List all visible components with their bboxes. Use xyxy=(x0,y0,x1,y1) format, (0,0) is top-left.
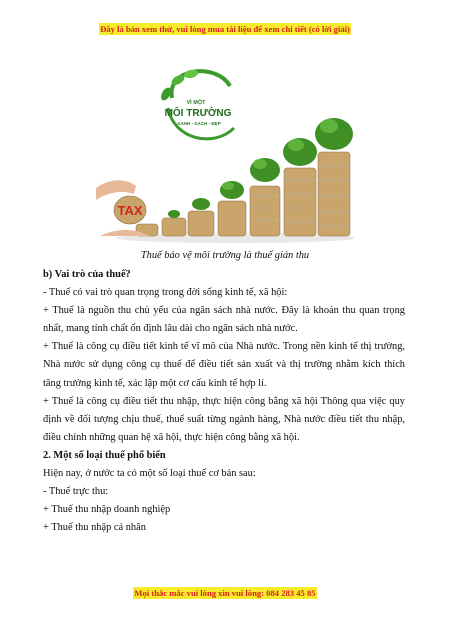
paragraph: - Thuế có vai trò quan trọng trong đời sống kinh tế, xã hội: xyxy=(43,287,288,299)
paragraph: + Thuế là nguồn thu chủ yếu của ngân sách nhà nước. Đây là khoản thu quan trọng nhất, mang tính chất ổn định lâu dài cho ngân sách nhà nước. xyxy=(43,305,405,335)
paragraph: - Thuế trực thu: xyxy=(43,486,109,498)
logo-line1: VÌ MỘT xyxy=(186,100,206,106)
logo-line2: MÔI TRƯỜNG xyxy=(164,108,232,119)
section-heading-role: b) Vai trò của thuế? xyxy=(43,269,131,280)
figure-caption: Thuế bảo vệ môi trường là thuế gián thu xyxy=(140,250,310,261)
contact-text: Mọi thắc mắc vui lòng xin vui lòng: 084 283 45 85 xyxy=(134,588,316,598)
tax-label: TAX xyxy=(117,203,143,218)
logo-line3: XANH - SẠCH - ĐẸP xyxy=(177,121,221,126)
tax-environment-illustration xyxy=(96,68,354,246)
document-body xyxy=(43,266,405,537)
preview-notice-text: Đây là bản xem thử, vui lòng mua tài liệu để xem chi tiết (có lời giải) xyxy=(100,24,350,34)
paragraph: Hiện nay, ở nước ta có một số loại thuế cơ bản sau: xyxy=(43,468,256,480)
contact-banner xyxy=(0,588,450,598)
eco-logo xyxy=(159,69,234,139)
coin-stacks-image xyxy=(96,68,354,246)
paragraph: + Thuế là công cụ điều tiết thu nhập, thực hiện công bằng xã hội Thông qua việc quy định về đối tượng chịu thuế, thuế suất từng ngành hàng, Nhà nước điều tiết thu nhập, điều chỉnh những quan hệ xã hội, thực hiện công bằng xã hội. xyxy=(43,395,405,443)
section-heading-types: 2. Một số loại thuế phổ biến xyxy=(43,449,166,461)
list-item: + Thuế thu nhập doanh nghiệp xyxy=(43,504,171,516)
list-item: + Thuế thu nhập cá nhân xyxy=(43,522,146,534)
paragraph: + Thuế là công cụ điều tiết kinh tế vĩ mô của Nhà nước. Trong nền kinh tế thị trường, Nhà nước sử dụng công cụ thuế để điều tiết sản xuất và thị trường nhằm kích thích tăng trưởng kinh tế, xác lập một cơ cấu kinh tế hợp lí. xyxy=(43,341,405,389)
coin-stacks xyxy=(136,118,353,236)
preview-notice-banner xyxy=(0,24,450,34)
